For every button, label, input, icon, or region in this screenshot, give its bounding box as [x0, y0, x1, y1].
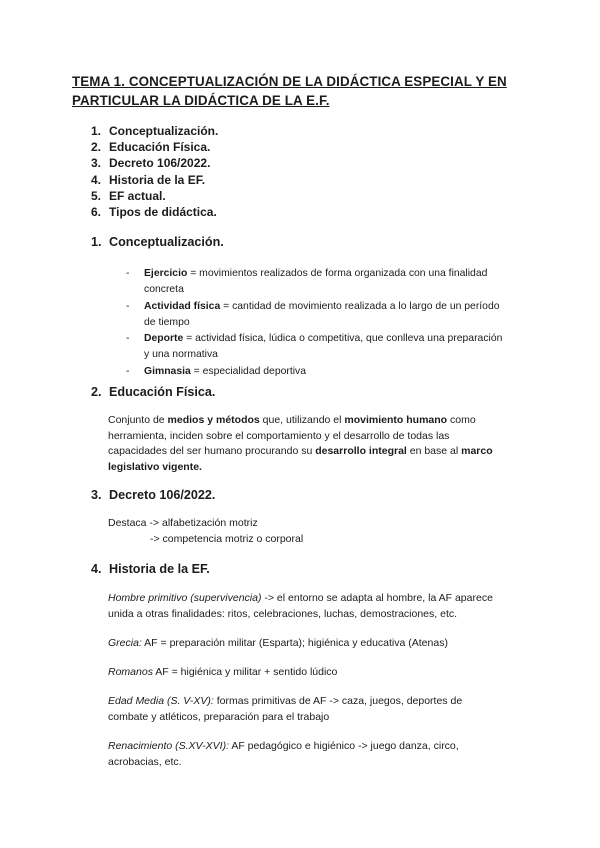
historia-text-cont: unida a otras finalidades: ritos, celebraciones, luchas, demostraciones, etc.	[108, 607, 458, 620]
toc-label: Tipos de didáctica.	[109, 205, 217, 220]
historia-text: formas primitivas de AF -> caza, juegos, deportes de	[213, 695, 463, 707]
toc-item	[91, 123, 218, 139]
toc-item	[91, 155, 218, 171]
list-item	[126, 331, 536, 364]
definition-term: Actividad física	[144, 300, 221, 312]
section-title: Decreto 106/2022.	[109, 488, 216, 502]
section-title: Conceptualización.	[109, 235, 224, 249]
historia-period: Edad Media (S. V-XV):	[108, 695, 214, 707]
toc-number: 6.	[91, 205, 102, 220]
section-heading-conceptualizacion	[91, 235, 224, 249]
bullet-dash: -	[126, 333, 130, 345]
list-item	[126, 299, 536, 332]
toc-number: 5.	[91, 188, 102, 203]
toc-number: 3.	[91, 156, 102, 171]
section-number: 2.	[91, 385, 102, 399]
toc-label: Conceptualización.	[109, 124, 219, 138]
definition-text: = especialidad deportiva	[190, 365, 307, 377]
historia-period: Grecia:	[108, 637, 142, 649]
decreto-line: -> competencia motriz o corporal	[150, 532, 304, 545]
toc-number: 4.	[91, 172, 102, 187]
historia-entry	[108, 694, 548, 725]
historia-entry	[108, 636, 548, 652]
historia-entry	[108, 665, 548, 681]
paragraph-text: que, utilizando el	[259, 414, 345, 426]
decreto-line: Destaca -> alfabetización motriz	[108, 517, 258, 529]
historia-text: -> el entorno se adapta al hombre, la AF aparece	[261, 592, 493, 604]
toc-number: 1.	[91, 124, 102, 138]
section-heading-historia	[91, 562, 210, 576]
historia-entry	[108, 739, 548, 770]
definition-term: Gimnasia	[144, 365, 191, 377]
table-of-contents	[91, 123, 218, 220]
definition-text-cont: y una normativa	[144, 349, 218, 361]
section-title: Educación Física.	[109, 385, 216, 399]
historia-text-cont: acrobacias, etc.	[108, 755, 182, 768]
paragraph-bold: marco	[461, 445, 493, 458]
definition-term: Deporte	[144, 333, 184, 345]
paragraph-text: en base al	[406, 445, 462, 458]
toc-label: Decreto 106/2022.	[109, 156, 211, 171]
historia-text: AF pedagógico e higiénico -> juego danza, circo,	[229, 740, 459, 752]
definition-term: Ejercicio	[144, 268, 188, 279]
title-line-1: TEMA 1. CONCEPTUALIZACIÓN DE LA DIDÁCTICA ESPECIAL Y EN	[72, 74, 507, 89]
bullet-dash: -	[126, 365, 130, 377]
historia-period: Renacimiento (S.XV-XVI):	[108, 740, 229, 752]
list-item	[126, 266, 536, 299]
historia-text: AF = higiénica y militar + sentido lúdico	[152, 666, 338, 678]
paragraph-text: herramienta, inciden sobre el comportamiento y el desarrollo de todas las	[108, 429, 450, 442]
section-number: 1.	[91, 235, 102, 249]
definition-text: = cantidad de movimiento realizada a lo largo de un período	[220, 300, 500, 312]
toc-item	[91, 188, 218, 204]
toc-number: 2.	[91, 140, 102, 155]
bullet-dash: -	[126, 300, 130, 312]
decreto-notes	[108, 516, 303, 547]
section-heading-educacion-fisica	[91, 385, 215, 399]
ef-definition-paragraph	[108, 413, 548, 475]
definition-text: = movimientos realizados de forma organizada con una finalidad	[187, 268, 488, 279]
paragraph-text: capacidades del ser humano procurando su	[108, 445, 316, 458]
paragraph-text: como	[447, 414, 476, 426]
toc-item	[91, 204, 218, 220]
toc-item	[91, 172, 218, 188]
section-title: Historia de la EF.	[109, 562, 210, 576]
toc-label: Historia de la EF.	[109, 172, 206, 187]
historia-text-cont: combate y atléticos, preparación para el trabajo	[108, 710, 330, 723]
definition-text-cont: concreta	[144, 284, 184, 296]
historia-text: AF = preparación militar (Esparta); higiénica y educativa (Atenas)	[141, 637, 448, 649]
historia-period: Hombre primitivo (supervivencia)	[108, 592, 262, 604]
list-item	[126, 364, 536, 380]
definition-text-cont: de tiempo	[144, 316, 190, 328]
historia-period: Romanos	[108, 666, 153, 678]
historia-entry	[108, 591, 548, 622]
paragraph-bold: legislativo vigente.	[108, 460, 202, 473]
paragraph-text: Conjunto de	[108, 414, 168, 426]
bullet-dash: -	[126, 268, 130, 279]
section-number: 4.	[91, 562, 102, 576]
definitions-list	[126, 266, 536, 380]
document-title	[72, 72, 542, 110]
paragraph-bold: desarrollo integral	[315, 445, 407, 458]
paragraph-bold: medios y métodos	[167, 414, 260, 426]
definition-text: = actividad física, lúdica o competitiva, que conlleva una preparación	[183, 333, 503, 345]
toc-label: EF actual.	[109, 188, 166, 203]
paragraph-bold: movimiento humano	[344, 414, 448, 426]
section-heading-decreto	[91, 488, 215, 502]
toc-item	[91, 139, 218, 155]
toc-label: Educación Física.	[109, 140, 211, 155]
section-number: 3.	[91, 488, 102, 502]
title-line-2: PARTICULAR LA DIDÁCTICA DE LA E.F.	[72, 93, 330, 108]
